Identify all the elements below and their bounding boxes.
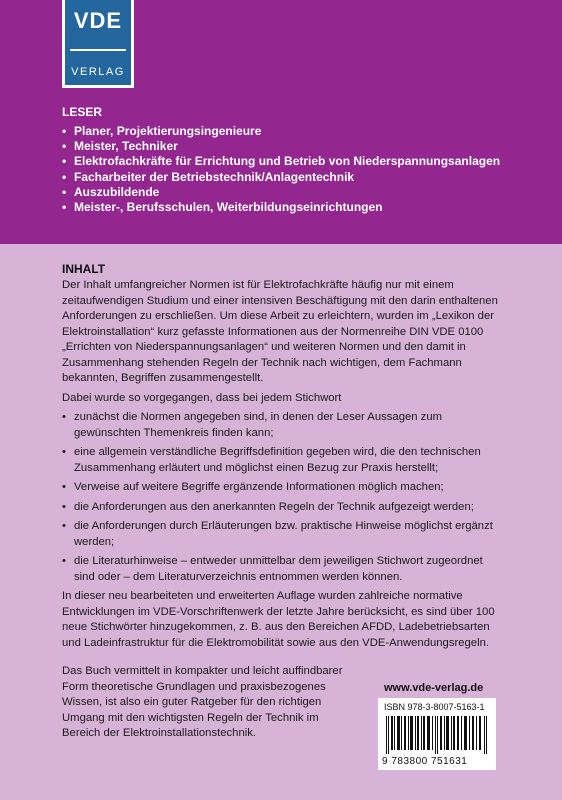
intro-paragraph: Der Inhalt umfangreicher Normen ist für Elektrofachkräfte häufig nur mit einem zeitaufwendigen Studium und einer intensiven Beschäftigung mit den darin enthaltenen Anforderungen zu erschließen. Um diese Arbeit zu erleichtern, wurden im „Lexikon der Elektroinstallation“ kurz gefasste Informationen aus der Normenreihe DIN VDE 0100 „Errichten von Niederspannungsanlagen“ und weiteren Normen und den damit in Zusammenhang stehenden Regeln der Technik nach wichtigen, dem Fachmann bekannten, Begriffen zusammengestellt. (62, 279, 498, 384)
barcode-icon (384, 716, 490, 754)
closing-paragraph: Das Buch vermittelt in kompakter und leicht auffindbarer Form theoretische Grundlagen und praxisbezogenes Wissen, ist also ein guter Ratgeber für den richtigen Umgang mit den wichtigsten Regeln der Technik im Bereich der Elektroinstallationstechnik. (62, 665, 343, 739)
bullet-item: • zunächst die Normen angegeben sind, in denen der Leser Aussagen zum gewünschten Themenkreis finden kann; (62, 410, 502, 441)
bullet-item: • Verweise auf weitere Begriffe ergänzende Informationen möglich machen; (62, 480, 502, 496)
leser-item: • Meister, Techniker (62, 139, 500, 154)
lead-paragraph: Dabei wurde so vorgegangen, dass bei jedem Stichwort (62, 391, 342, 404)
leser-item: • Meister-, Berufsschulen, Weiterbildungseinrichtungen (62, 200, 500, 215)
bullet-item: • die Literaturhinweise – entweder unmittelbar dem jeweiligen Stichwort zugeordnet sind oder – dem Literaturverzeichnis entnommen werden können. (62, 554, 502, 585)
leser-item: • Elektrofachkräfte für Errichtung und Betrieb von Niederspannungsanlagen (62, 154, 500, 169)
leser-heading: LESER (62, 105, 103, 119)
logo-vde-text: VDE (73, 8, 123, 33)
leser-item: • Auszubildende (62, 185, 500, 200)
website-url: www.vde-verlag.de (384, 682, 484, 694)
leser-item: • Planer, Projektierungsingenieure (62, 124, 500, 139)
isbn-text: ISBN 978-3-8007-5163-1 (384, 702, 485, 712)
logo-divider (70, 49, 126, 51)
bullet-item: • eine allgemein verständliche Begriffsdefinition gegeben wird, die den technischen Zusammenhang erläutert und möglichst einen Bezug zur Praxis herstellt; (62, 445, 502, 476)
vde-verlag-logo (62, 0, 134, 88)
stichwort-bullets (62, 410, 502, 585)
leser-item: • Facharbeiter der Betriebstechnik/Anlagentechnik (62, 170, 500, 185)
top-band (0, 0, 562, 244)
barcode-box (378, 698, 496, 770)
bullet-item: • die Anforderungen aus den anerkannten Regeln der Technik aufgezeigt werden; (62, 500, 502, 516)
edition-paragraph: In dieser neu bearbeiteten und erweiterten Auflage wurden zahlreiche normative Entwicklungen im VDE-Vorschriftenwerk der letzte Jahre berücksicht, es sind über 100 neue Stichwörter hinzugekommen, z. B. aus den Bereichen AFDD, Ladebetriebsarten und Ladeinfrastruktur für die Elektromobilität sowie aus den VDE-Anwendungsregeln. (62, 590, 495, 649)
inhalt-heading: INHALT (62, 262, 106, 276)
ean-text: 9 783800 751631 (382, 756, 468, 767)
bullet-item: • die Anforderungen durch Erläuterungen bzw. praktische Hinweise möglichst ergänzt werden; (62, 519, 502, 550)
logo-verlag-text: VERLAG (71, 66, 125, 78)
inhalt-body (62, 278, 502, 655)
leser-list (62, 124, 500, 215)
